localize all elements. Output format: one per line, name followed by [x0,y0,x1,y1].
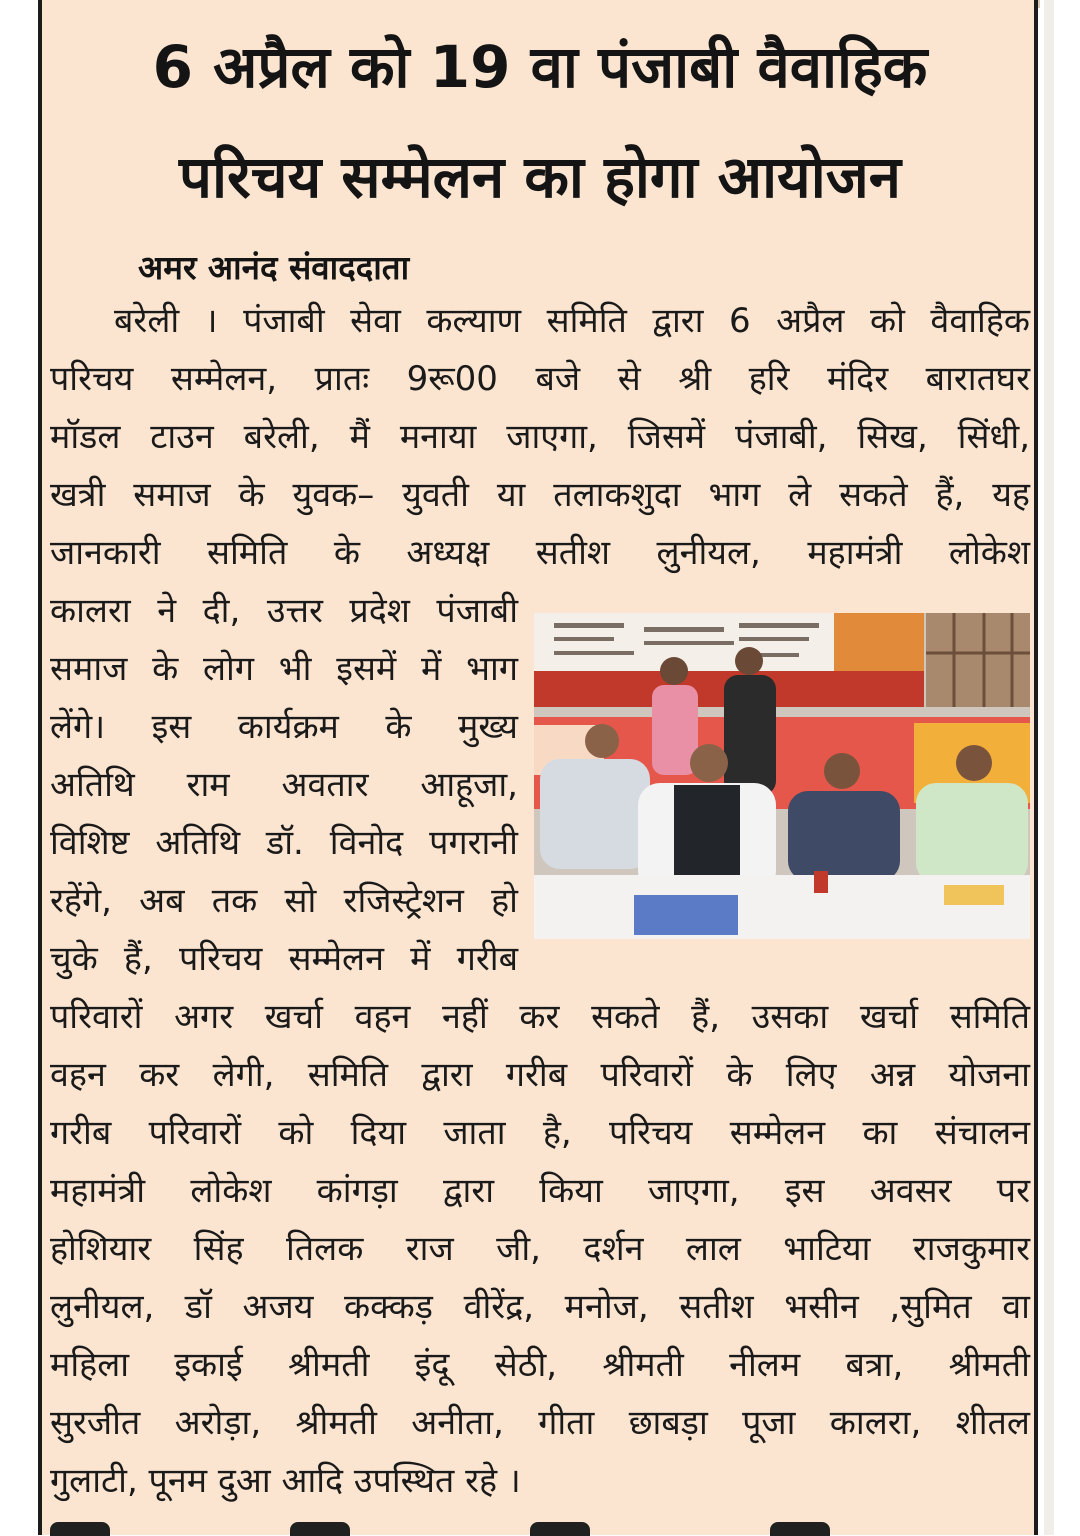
body-line: लुनीयल, डॉ अजय कक्कड़ वीरेंद्र, मनोज, सतीश भसीन ,सुमित वा [50,1287,1030,1327]
headline-line-1: 6 अप्रैल को 19 वा पंजाबी वैवाहिक [152,33,928,101]
body-line: लेंगे। इस कार्यक्रम के मुख्य [50,707,518,747]
body-line: मॉडल टाउन बरेली, मैं मनाया जाएगा, जिसमें पंजाबी, सिख, सिंधी, [50,417,1030,457]
body-line: अतिथि राम अवतार आहूजा, [50,765,518,805]
body-line: बरेली । पंजाबी सेवा कल्याण समिति द्वारा 6 अप्रैल को वैवाहिक [114,301,1030,341]
page-gutter [1044,0,1054,1535]
body-line: खत्री समाज के युवक– युवती या तलाकशुदा भाग ले सकते हैं, यह [50,475,1030,515]
body-line: परिचय सम्मेलन, प्रातः 9रू00 बजे से श्री हरि मंदिर बारातघर [50,359,1030,399]
body-line: महिला इकाई श्रीमती इंदू सेठी, श्रीमती नीलम बत्रा, श्रीमती [50,1345,1030,1385]
next-article-cutoff [50,1522,1030,1536]
headline-line-2: परिचय सम्मेलन का होगा आयोजन [179,143,901,211]
byline: अमर आनंद संवाददाता [138,248,410,287]
body-line: रहेंगे, अब तक सो रजिस्ट्रेशन हो [50,881,518,921]
body-line: सुरजीत अरोड़ा, श्रीमती अनीता, गीता छाबड़ा पूजा कालरा, शीतल [50,1403,1030,1443]
body-line: गुलाटी, पूनम दुआ आदि उपस्थित रहे । [50,1461,521,1501]
body-line: जानकारी समिति के अध्यक्ष सतीश लुनीयल, महामंत्री लोकेश [50,533,1030,573]
body-line: चुके हैं, परिचय सम्मेलन में गरीब [50,939,518,979]
newspaper-clipping [38,0,1038,1535]
body-line: महामंत्री लोकेश कांगड़ा द्वारा किया जाएगा, इस अवसर पर [50,1171,1030,1211]
body-line: समाज के लोग भी इसमें में भाग [50,649,518,689]
body-line: कालरा ने दी, उत्तर प्रदेश पंजाबी [50,591,518,631]
body-line: विशिष्ट अतिथि डॉ. विनोद पगरानी [50,823,518,863]
body-line: होशियार सिंह तिलक राज जी, दर्शन लाल भाटिया राजकुमार [50,1229,1030,1269]
body-line: वहन कर लेगी, समिति द्वारा गरीब परिवारों के लिए अन्न योजना [50,1055,1030,1095]
body-line: गरीब परिवारों को दिया जाता है, परिचय सम्मेलन का संचालन [50,1113,1030,1153]
event-photo [534,613,1030,939]
body-line: परिवारों अगर खर्चा वहन नहीं कर सकते हैं, उसका खर्चा समिति [50,997,1030,1037]
